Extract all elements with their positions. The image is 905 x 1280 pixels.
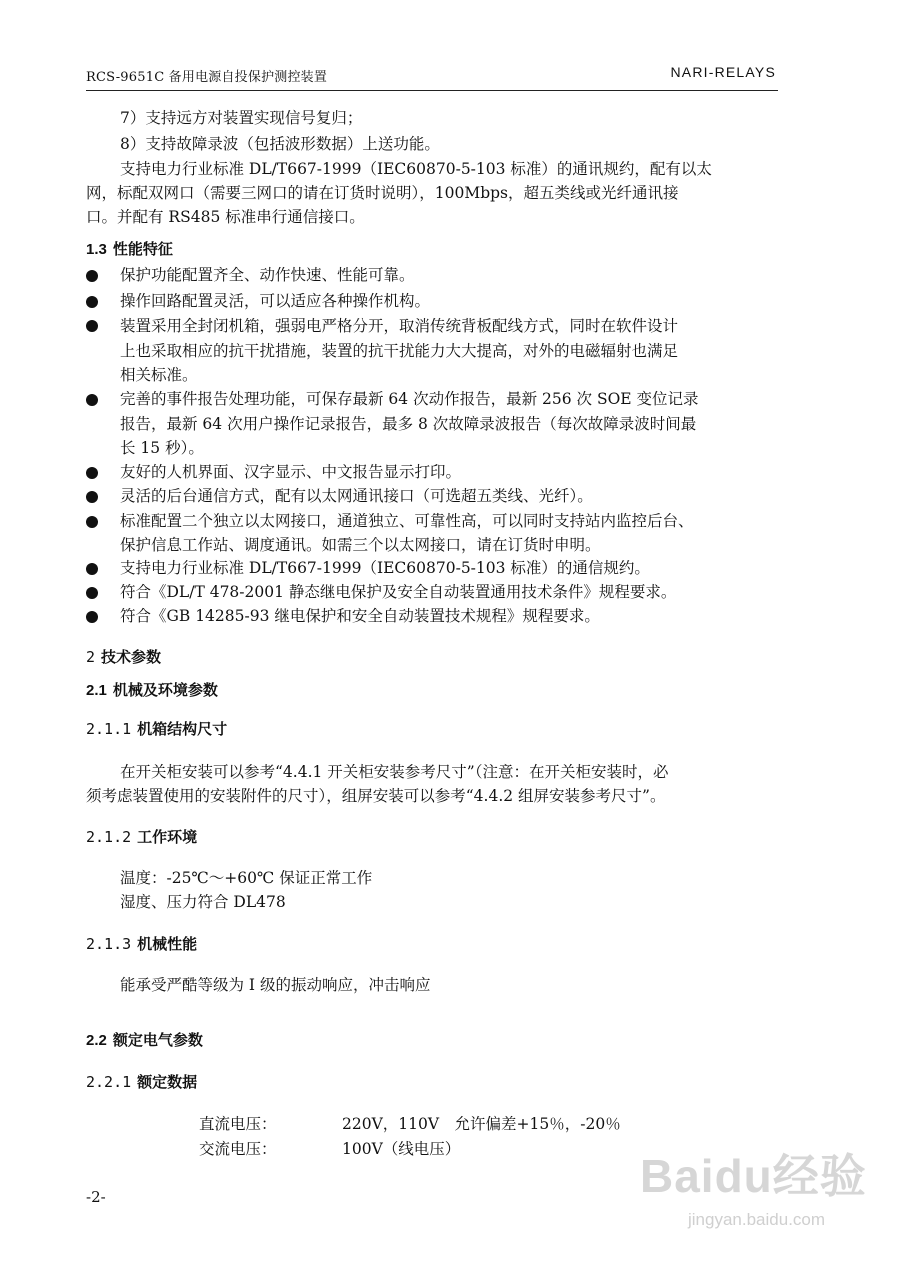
- bullet-text: 长 15 秒）。: [120, 439, 204, 457]
- bullet-text: 装置采用全封闭机箱，强弱电严格分开，取消传统背板配线方式，同时在软件设计: [120, 317, 679, 335]
- section-number: 2: [86, 648, 96, 666]
- rating-value-ac: 100V（线电压）: [342, 1140, 461, 1158]
- environment-temperature: 温度：-25℃～+60℃ 保证正常工作: [120, 869, 373, 887]
- section-number: 2.1.3: [86, 935, 132, 953]
- list-item-7: 7）支持远方对装置实现信号复归；: [120, 109, 363, 127]
- section-number: 2.1: [86, 682, 107, 699]
- page-header: [86, 66, 776, 88]
- section-number: 1.3: [86, 241, 107, 258]
- bullet-text: 保护功能配置齐全、动作快速、性能可靠。: [120, 266, 415, 284]
- section-title: 工作环境: [137, 828, 198, 846]
- header-title: RCS-9651C 备用电源自投保护测控装置: [86, 70, 328, 85]
- paragraph-line: 网，标配双网口（需要三网口的请在订货时说明），100Mbps，超五类线或光纤通讯接: [86, 184, 679, 202]
- bullet-text: 报告，最新 64 次用户操作记录报告，最多 8 次故障录波报告（每次故障录波时间最: [120, 415, 697, 433]
- bullet-icon: [86, 516, 98, 528]
- section-title: 性能特征: [112, 240, 173, 258]
- section-title: 额定电气参数: [112, 1031, 203, 1049]
- bullet-text: 标准配置二个独立以太网接口，通道独立、可靠性高，可以同时支持站内监控后台、: [120, 512, 694, 530]
- section-title: 机械及环境参数: [112, 681, 218, 699]
- watermark: [630, 1140, 870, 1250]
- bullet-icon: [86, 587, 98, 599]
- mechanical-performance: 能承受严酷等级为 I 级的振动响应，冲击响应: [120, 976, 431, 994]
- section-heading-2-1: [86, 679, 218, 700]
- bullet-text: 保护信息工作站、调度通讯。如需三个以太网接口，请在订货时申明。: [120, 536, 601, 554]
- paragraph-line: 须考虑装置使用的安装附件的尺寸），组屏安装可以参考“4.4.2 组屏安装参考尺寸”。: [86, 787, 666, 805]
- section-number: 2.2.1: [86, 1073, 132, 1091]
- section-title: 额定数据: [137, 1073, 198, 1091]
- section-title: 机箱结构尺寸: [137, 720, 228, 738]
- rating-label-dc: 直流电压：: [199, 1115, 277, 1133]
- watermark-url: jingyan.baidu.com: [688, 1210, 826, 1229]
- baidu-logo: Baidu经验: [640, 1150, 867, 1202]
- bullet-icon: [86, 270, 98, 282]
- section-heading-2-2: [86, 1029, 203, 1050]
- paragraph-line: 支持电力行业标准 DL/T667-1999（IEC60870-5-103 标准）的通讯规约，配有以太: [120, 160, 712, 178]
- bullet-text: 相关标准。: [120, 366, 198, 384]
- section-heading-2: [86, 646, 161, 667]
- rating-value-dc: 220V，110V 允许偏差+15％，-20％: [342, 1115, 621, 1133]
- paragraph-line: 口。并配有 RS485 标准串行通信接口。: [86, 208, 365, 226]
- section-heading-2-1-2: [86, 826, 197, 847]
- header-divider: [86, 90, 778, 91]
- bullet-icon: [86, 320, 98, 332]
- bullet-icon: [86, 394, 98, 406]
- header-brand: NARI-RELAYS: [670, 64, 776, 80]
- environment-humidity: 湿度、压力符合 DL478: [120, 893, 286, 911]
- bullet-icon: [86, 611, 98, 623]
- section-heading-2-2-1: [86, 1071, 197, 1092]
- section-heading-2-1-1: [86, 718, 227, 739]
- section-heading-1-3: [86, 238, 173, 259]
- bullet-icon: [86, 491, 98, 503]
- rating-label-ac: 交流电压：: [199, 1140, 277, 1158]
- bullet-text: 操作回路配置灵活，可以适应各种操作机构。: [120, 292, 431, 310]
- section-title: 技术参数: [101, 648, 162, 666]
- list-item-8: 8）支持故障录波（包括波形数据）上送功能。: [120, 135, 440, 153]
- bullet-text: 符合《GB 14285-93 继电保护和安全自动装置技术规程》规程要求。: [120, 607, 600, 625]
- section-number: 2.2: [86, 1032, 107, 1049]
- bullet-text: 友好的人机界面、汉字显示、中文报告显示打印。: [120, 463, 462, 481]
- bullet-icon: [86, 563, 98, 575]
- bullet-icon: [86, 296, 98, 308]
- section-number: 2.1.1: [86, 720, 132, 738]
- paragraph-line: 在开关柜安装可以参考“4.4.1 开关柜安装参考尺寸”（注意：在开关柜安装时，必: [120, 763, 669, 781]
- section-title: 机械性能: [137, 935, 198, 953]
- bullet-text: 灵活的后台通信方式，配有以太网通讯接口（可选超五类线、光纤）。: [120, 487, 593, 505]
- page-number: -2-: [86, 1188, 106, 1206]
- bullet-icon: [86, 467, 98, 479]
- section-number: 2.1.2: [86, 828, 132, 846]
- bullet-text: 完善的事件报告处理功能，可保存最新 64 次动作报告，最新 256 次 SOE 变位记录: [120, 390, 699, 408]
- section-heading-2-1-3: [86, 933, 197, 954]
- bullet-text: 上也采取相应的抗干扰措施，装置的抗干扰能力大大提高，对外的电磁辐射也满足: [120, 342, 679, 360]
- bullet-text: 符合《DL/T 478-2001 静态继电保护及安全自动装置通用技术条件》规程要求。: [120, 583, 677, 601]
- bullet-text: 支持电力行业标准 DL/T667-1999（IEC60870-5-103 标准）的通信规约。: [120, 559, 650, 577]
